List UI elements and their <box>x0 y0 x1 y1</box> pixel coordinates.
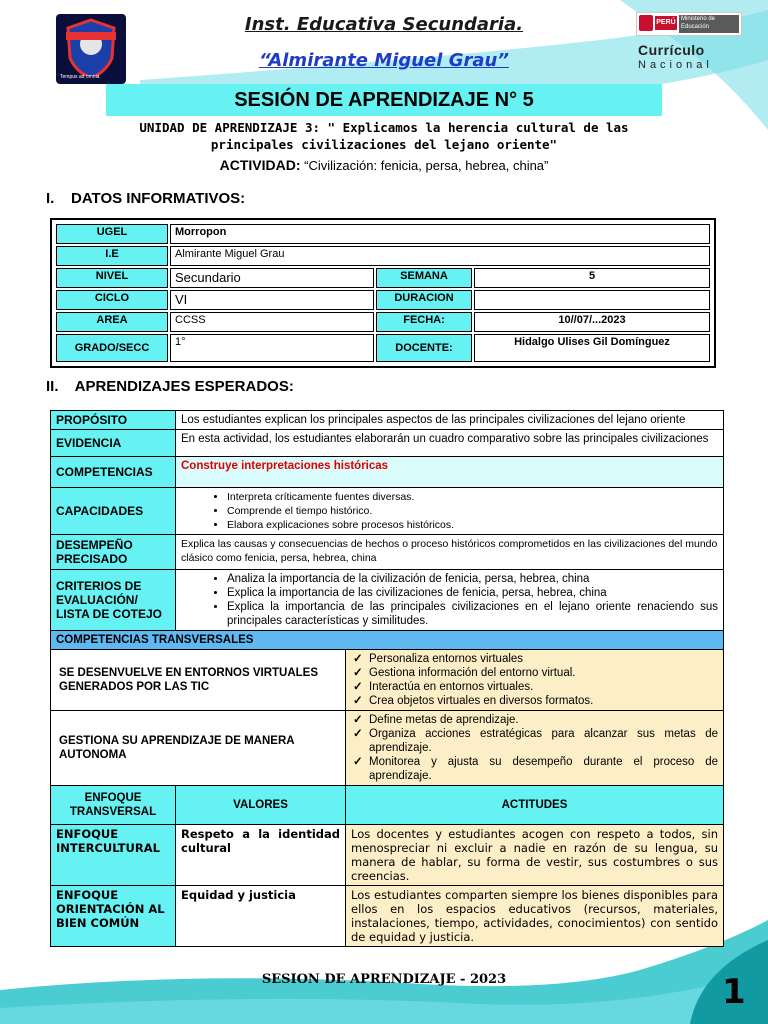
curriculo-title: Currículo <box>638 42 705 58</box>
table-row <box>56 268 710 288</box>
table-row <box>51 411 724 430</box>
table-row <box>51 650 724 711</box>
tic-label: SE DESENVUELVE EN ENTORNOS VIRTUALES GENERADOS POR LAS TIC <box>51 650 346 711</box>
aprendizajes-table <box>50 410 724 947</box>
school-name: “Almirante Miguel Grau” <box>259 50 509 71</box>
table-row <box>56 290 710 310</box>
ministerio-label: Ministerio de Educación <box>679 15 739 33</box>
list-item: ✓ Monitorea y ajusta su desempeño durante el proceso de aprendizaje. <box>369 755 718 783</box>
duracion-label: DURACION <box>376 290 472 310</box>
minedu-badge <box>636 12 742 36</box>
list-item: • Explica la importancia de las principales civilizaciones en el lejano oriente renaciendo sus principales características y similitudes. <box>227 600 718 628</box>
autonoma-cell <box>346 711 724 786</box>
footer-text: SESION DE APRENDIZAJE - 2023 <box>261 972 507 987</box>
criterios-label: CRITERIOS DE EVALUACIÓN/ LISTA DE COTEJO <box>51 570 176 631</box>
table-row <box>51 570 724 631</box>
enfoque-actitud: Los estudiantes comparten siempre los bienes disponibles para ellos en los espacios educativos (recursos, materiales, instalaciones, tiempo, actividades, conocimientos) con sentido de equidad y justicia. <box>346 886 724 947</box>
docente-value: Hidalgo Ulises Gil Domínguez <box>474 334 710 362</box>
table-row <box>56 246 710 266</box>
ciclo-value: VI <box>170 290 374 310</box>
actividad-line <box>0 157 768 173</box>
list-item: • Explica la importancia de las civilizaciones de fenicia, persa, hebrea, china <box>227 586 718 600</box>
enfoque-name: ENFOQUE ORIENTACIÓN AL BIEN COMÚN <box>51 886 176 947</box>
table-row <box>51 535 724 570</box>
capacidades-label: CAPACIDADES <box>51 488 176 535</box>
actividad-label: ACTIVIDAD: <box>219 157 301 173</box>
list-item: ✓ Organiza acciones estratégicas para alcanzar sus metas de aprendizaje. <box>369 727 718 755</box>
valores-header: VALORES <box>176 786 346 825</box>
table-row <box>56 334 710 362</box>
list-item: ✓ Crea objetos virtuales en diversos formatos. <box>369 694 718 708</box>
page-number: 1 <box>722 972 746 1012</box>
semana-value: 5 <box>474 268 710 288</box>
criterios-cell <box>176 570 724 631</box>
enfoque-valor: Equidad y justicia <box>176 886 346 947</box>
table-row <box>56 312 710 332</box>
actitudes-header: ACTITUDES <box>346 786 724 825</box>
grado-value: 1° <box>170 334 374 362</box>
ie-value: Almirante Miguel Grau <box>170 246 710 266</box>
table-row <box>56 224 710 244</box>
table-row <box>51 825 724 886</box>
autonoma-list <box>351 713 718 783</box>
autonoma-label: GESTIONA SU APRENDIZAJE DE MANERA AUTONOMA <box>51 711 346 786</box>
fecha-label: FECHA: <box>376 312 472 332</box>
duracion-value <box>474 290 710 310</box>
table-row <box>51 488 724 535</box>
table-row <box>51 457 724 488</box>
enfoque-name: ENFOQUE INTERCULTURAL <box>51 825 176 886</box>
table-row <box>51 711 724 786</box>
proposito-label: PROPÓSITO <box>51 411 176 430</box>
area-label: AREA <box>56 312 168 332</box>
grado-label: GRADO/SECC <box>56 334 168 362</box>
docente-label: DOCENTE: <box>376 334 472 362</box>
enfoque-header: ENFOQUE TRANSVERSAL <box>51 786 176 825</box>
semana-label: SEMANA <box>376 268 472 288</box>
nacional-subtitle: Nacional <box>638 59 713 71</box>
capacidades-cell <box>176 488 724 535</box>
list-item: ✓ Personaliza entornos virtuales <box>369 652 718 666</box>
list-item: ✓ Interactúa en entornos virtuales. <box>369 680 718 694</box>
transversales-heading: COMPETENCIAS TRANSVERSALES <box>51 631 724 650</box>
table-row <box>51 430 724 457</box>
fecha-value: 10//07/...2023 <box>474 312 710 332</box>
enfoque-valor: Respeto a la identidad cultural <box>176 825 346 886</box>
table-row <box>51 886 724 947</box>
section-aprendizajes-heading: II. APRENDIZAJES ESPERADOS: <box>46 378 294 395</box>
session-title: SESIÓN DE APRENDIZAJE N° 5 <box>106 84 662 116</box>
area-value: CCSS <box>170 312 374 332</box>
list-item: ✓ Gestiona información del entorno virtual. <box>369 666 718 680</box>
list-item: • Elabora explicaciones sobre procesos históricos. <box>227 518 718 532</box>
competencias-value <box>176 457 724 488</box>
table-row <box>51 786 724 825</box>
actividad-value: “Civilización: fenicia, persa, hebrea, china” <box>304 158 549 173</box>
ugel-label: UGEL <box>56 224 168 244</box>
nivel-value: Secundario <box>170 268 374 288</box>
evidencia-label: EVIDENCIA <box>51 430 176 457</box>
enfoque-actitud: Los docentes y estudiantes acogen con respeto a todos, sin menospreciar ni excluir a nadie en razón de su lengua, su manera de hablar, su forma de vestir, sus costumbres o sus creencias. <box>346 825 724 886</box>
peru-label: PERÚ <box>655 16 677 30</box>
desempeno-value: Explica las causas y consecuencias de hechos o proceso históricos comprometidos en las civilizaciones del mundo clásico como fenicia, persa, hebrea, china <box>176 535 724 570</box>
list-item: ✓ Define metas de aprendizaje. <box>369 713 718 727</box>
table-row <box>51 631 724 650</box>
ie-label: I.E <box>56 246 168 266</box>
proposito-value: Los estudiantes explican los principales aspectos de las principales civilizaciones del lejano oriente <box>176 411 724 430</box>
list-item: • Comprende el tiempo histórico. <box>227 504 718 518</box>
nivel-label: NIVEL <box>56 268 168 288</box>
datos-informativos-table <box>50 218 716 368</box>
competencias-label: COMPETENCIAS <box>51 457 176 488</box>
list-item: • Interpreta críticamente fuentes diversas. <box>227 490 718 504</box>
tic-cell <box>346 650 724 711</box>
unidad-title: UNIDAD DE APRENDIZAJE 3: " Explicamos la herencia cultural de las principales civilizaciones del lejano oriente" <box>139 120 629 152</box>
tic-list <box>351 652 718 708</box>
desempeno-label: DESEMPEÑO PRECISADO <box>51 535 176 570</box>
list-item: • Analiza la importancia de la civilización de fenicia, persa, hebrea, china <box>227 572 718 586</box>
curriculo-nacional-logo <box>632 10 744 74</box>
peru-shield-icon <box>639 15 653 31</box>
section-datos-heading: I. DATOS INFORMATIVOS: <box>46 190 246 207</box>
evidencia-value: En esta actividad, los estudiantes elaborarán un cuadro comparativo sobre las principales civilizaciones <box>176 430 724 457</box>
capacidades-list <box>181 490 718 532</box>
ciclo-label: CICLO <box>56 290 168 310</box>
school-heading: Inst. Educativa Secundaria. <box>244 14 524 35</box>
school-logo-motto: Tempus ad omnia <box>60 74 100 80</box>
ugel-value: Morropon <box>170 224 710 244</box>
competencia-text: Construye interpretaciones históricas <box>181 460 389 472</box>
criterios-list <box>181 572 718 628</box>
